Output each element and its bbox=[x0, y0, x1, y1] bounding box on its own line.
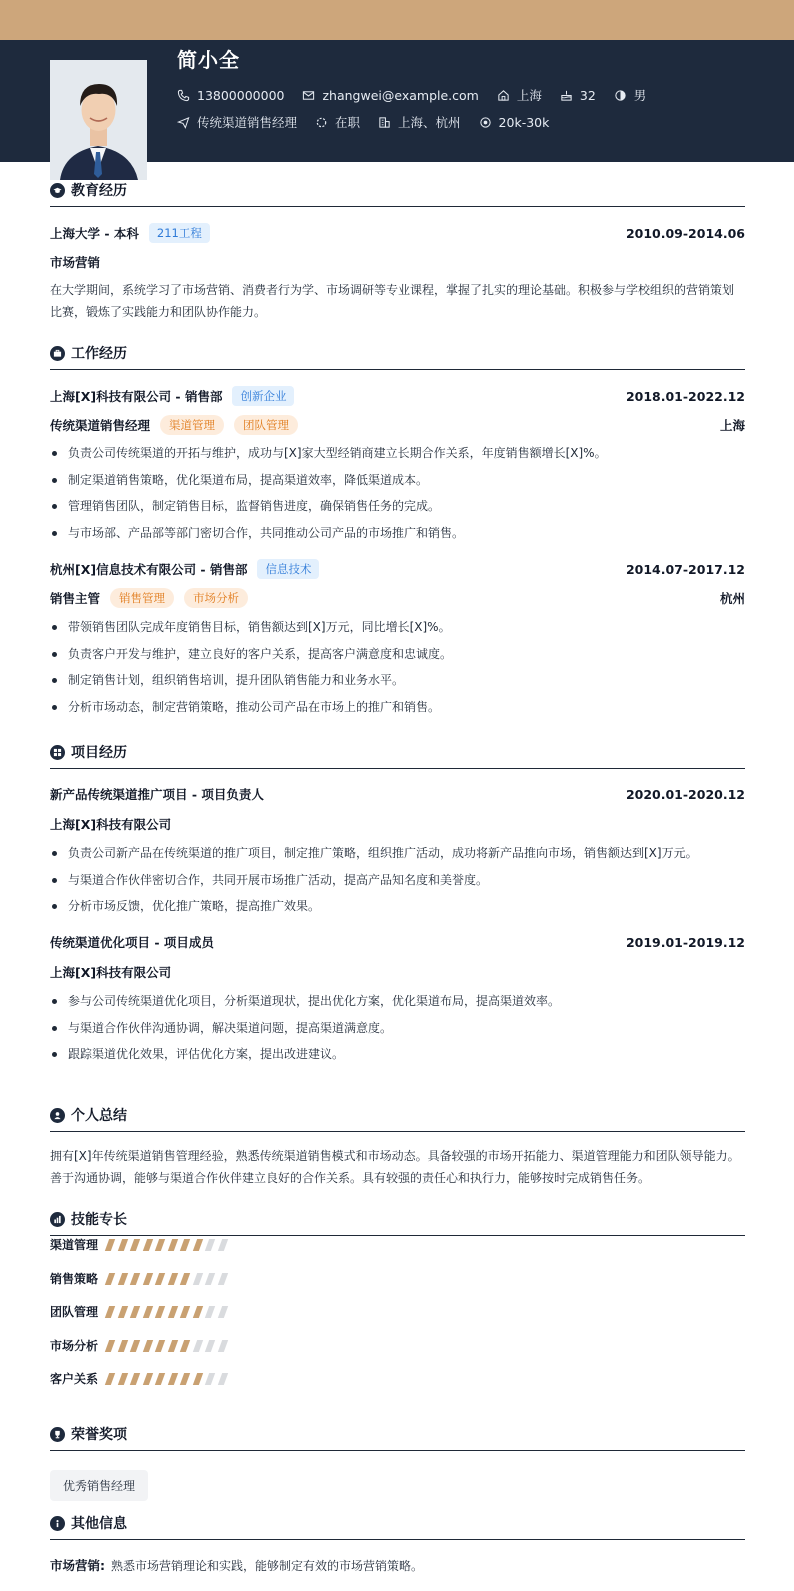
list-item: 制定销售计划，组织销售培训，提升团队销售能力和业务水平。 bbox=[50, 671, 745, 698]
list-item: 制定渠道销售策略，优化渠道布局，提高渠道效率，降低渠道成本。 bbox=[50, 471, 745, 498]
skill-level-segment bbox=[155, 1373, 165, 1385]
work-1-city: 上海 bbox=[719, 418, 745, 433]
other-info-label: 市场营销: bbox=[50, 1558, 105, 1573]
skill-level-segment bbox=[130, 1340, 140, 1352]
skill-row bbox=[50, 1303, 232, 1320]
skill-name: 渠道管理 bbox=[50, 1238, 99, 1252]
section-title-education: 教育经历 bbox=[71, 183, 127, 199]
work-2-bullets bbox=[50, 618, 745, 724]
skill-row bbox=[50, 1370, 232, 1387]
top-accent-bar bbox=[0, 0, 794, 40]
bar-chart-icon bbox=[50, 1212, 65, 1227]
skill-level-segment bbox=[130, 1306, 140, 1318]
skill-level-segment bbox=[180, 1306, 190, 1318]
skill-level-segment bbox=[155, 1340, 165, 1352]
skill-level-segment bbox=[117, 1340, 127, 1352]
project-1-company-line bbox=[50, 815, 745, 833]
skill-level-segment bbox=[192, 1373, 202, 1385]
skill-level-segment bbox=[117, 1306, 127, 1318]
education-major-line bbox=[50, 253, 745, 271]
send-icon bbox=[177, 116, 190, 129]
skill-level-segment bbox=[180, 1239, 190, 1251]
list-item: 管理销售团队，制定销售目标，监督销售进度，确保销售任务的完成。 bbox=[50, 497, 745, 524]
work-1-company: 上海[X]科技有限公司 - 销售部 bbox=[50, 389, 223, 404]
summary-text: 拥有[X]年传统渠道销售管理经验，熟悉传统渠道销售模式和市场动态。具备较强的市场开拓能力、渠道管理能力和团队领导能力。善于沟通协调，能够与渠道合作伙伴建立良好的合作关系。具有较强的责任心和执行力，能够按时完成销售任务。 bbox=[50, 1149, 740, 1185]
spinner-icon bbox=[315, 116, 328, 129]
target-city-item bbox=[378, 113, 461, 131]
home-icon bbox=[497, 89, 510, 102]
salary-item bbox=[479, 115, 550, 130]
skill-level-meter bbox=[107, 1239, 232, 1251]
section-title-summary: 个人总结 bbox=[71, 1108, 127, 1124]
target-city-text: 上海、杭州 bbox=[398, 115, 461, 130]
skill-name: 客户关系 bbox=[50, 1372, 99, 1386]
work-1-date: 2018.01-2022.12 bbox=[625, 388, 745, 404]
other-info-line bbox=[50, 1556, 745, 1574]
education-description: 在大学期间，系统学习了市场营销、消费者行为学、市场调研等专业课程，掌握了扎实的理论基础。积极参与学校组织的营销策划比赛，锻炼了实践能力和团队协作能力。 bbox=[50, 283, 735, 319]
skill-level-segment bbox=[167, 1373, 177, 1385]
list-item: 带领销售团队完成年度销售目标，销售额达到[X]万元，同比增长[X]%。 bbox=[50, 618, 745, 645]
gender-icon bbox=[614, 89, 627, 102]
skill-level-segment bbox=[155, 1239, 165, 1251]
skill-level-meter bbox=[107, 1340, 232, 1352]
work-2-title-line bbox=[50, 588, 745, 608]
skill-level-segment bbox=[217, 1373, 227, 1385]
project-2-company: 上海[X]科技有限公司 bbox=[50, 965, 172, 980]
skill-level-segment bbox=[205, 1373, 215, 1385]
section-other bbox=[50, 1513, 745, 1540]
other-info-text: 熟悉市场营销理论和实践，能够制定有效的市场营销策略。 bbox=[111, 1558, 424, 1573]
project-2-header bbox=[50, 933, 745, 951]
project-2-company-line bbox=[50, 963, 745, 981]
skill-level-segment bbox=[142, 1273, 152, 1285]
cake-icon bbox=[560, 89, 573, 102]
section-work bbox=[50, 343, 745, 370]
skill-level-segment bbox=[105, 1239, 115, 1251]
work-2-skill-tag: 市场分析 bbox=[184, 588, 248, 608]
work-1-tag: 创新企业 bbox=[232, 386, 294, 406]
skill-level-segment bbox=[180, 1273, 190, 1285]
work-1-skill-tag: 渠道管理 bbox=[160, 415, 224, 435]
skill-level-segment bbox=[205, 1340, 215, 1352]
email-text: zhangwei@example.com bbox=[322, 87, 479, 103]
section-title-other: 其他信息 bbox=[71, 1516, 127, 1532]
skill-level-segment bbox=[167, 1239, 177, 1251]
skill-level-segment bbox=[205, 1306, 215, 1318]
skill-level-segment bbox=[167, 1306, 177, 1318]
location-item bbox=[497, 86, 542, 104]
skill-level-segment bbox=[217, 1340, 227, 1352]
phone-text: 13800000000 bbox=[197, 87, 285, 103]
work-1-title: 传统渠道销售经理 bbox=[50, 418, 151, 433]
skill-level-segment bbox=[142, 1239, 152, 1251]
skill-row bbox=[50, 1236, 232, 1253]
phone-icon bbox=[177, 89, 190, 102]
skill-level-meter bbox=[107, 1273, 232, 1285]
skill-level-segment bbox=[155, 1273, 165, 1285]
skill-level-segment bbox=[205, 1273, 215, 1285]
skill-level-segment bbox=[167, 1340, 177, 1352]
skill-level-segment bbox=[105, 1306, 115, 1318]
skill-level-segment bbox=[105, 1273, 115, 1285]
contact-info-row bbox=[177, 86, 664, 104]
list-item: 跟踪渠道优化效果，评估优化方案，提出改进建议。 bbox=[50, 1045, 745, 1072]
salary-text: 20k-30k bbox=[498, 114, 550, 130]
location-text: 上海 bbox=[516, 88, 542, 103]
briefcase-icon bbox=[50, 346, 65, 361]
skill-name: 销售策略 bbox=[50, 1272, 99, 1286]
list-item: 与市场部、产品部等部门密切合作，共同推动公司产品的市场推广和销售。 bbox=[50, 524, 745, 551]
skill-level-segment bbox=[217, 1306, 227, 1318]
gender-item bbox=[614, 86, 647, 104]
skill-level-segment bbox=[130, 1273, 140, 1285]
status-text: 在职 bbox=[335, 115, 361, 130]
section-summary bbox=[50, 1105, 745, 1132]
skill-name: 团队管理 bbox=[50, 1305, 99, 1319]
target-position-item bbox=[177, 113, 297, 131]
trophy-icon bbox=[50, 1427, 65, 1442]
work-2-title: 销售主管 bbox=[50, 591, 101, 606]
skill-level-segment bbox=[117, 1373, 127, 1385]
list-item: 分析市场反馈，优化推广策略，提高推广效果。 bbox=[50, 897, 745, 924]
education-date: 2010.09-2014.06 bbox=[625, 225, 745, 241]
skill-level-segment bbox=[192, 1306, 202, 1318]
list-item: 与渠道合作伙伴密切合作，共同开展市场推广活动，提高产品知名度和美誉度。 bbox=[50, 871, 745, 898]
phone-item bbox=[177, 88, 284, 103]
project-2-name: 传统渠道优化项目 - 项目成员 bbox=[50, 935, 214, 950]
work-2-city: 杭州 bbox=[719, 591, 745, 606]
work-2-date: 2014.07-2017.12 bbox=[625, 561, 745, 577]
project-2-bullets bbox=[50, 992, 745, 1072]
skill-level-segment bbox=[105, 1340, 115, 1352]
section-awards bbox=[50, 1424, 745, 1451]
skill-level-segment bbox=[217, 1273, 227, 1285]
skill-row bbox=[50, 1337, 232, 1354]
skill-level-segment bbox=[192, 1273, 202, 1285]
project-1-bullets bbox=[50, 844, 745, 924]
skill-level-segment bbox=[167, 1273, 177, 1285]
skill-level-segment bbox=[117, 1239, 127, 1251]
status-item bbox=[315, 113, 360, 131]
project-1-header bbox=[50, 785, 745, 803]
project-1-date: 2020.01-2020.12 bbox=[625, 786, 745, 802]
info-icon bbox=[50, 1516, 65, 1531]
skill-level-meter bbox=[107, 1306, 232, 1318]
skill-level-segment bbox=[130, 1239, 140, 1251]
work-1-title-line bbox=[50, 415, 745, 435]
age-text: 32 bbox=[579, 87, 596, 103]
skill-name: 市场分析 bbox=[50, 1339, 99, 1353]
education-header-line bbox=[50, 223, 745, 243]
skill-level-segment bbox=[155, 1306, 165, 1318]
skill-level-segment bbox=[142, 1340, 152, 1352]
user-icon bbox=[50, 1108, 65, 1123]
section-title-work: 工作经历 bbox=[71, 346, 127, 362]
job-intent-row bbox=[177, 113, 567, 131]
work-1-skill-tag: 团队管理 bbox=[234, 415, 298, 435]
coin-icon bbox=[479, 116, 492, 129]
email-item bbox=[302, 88, 478, 103]
education-school: 上海大学 - 本科 bbox=[50, 226, 139, 241]
skill-level-segment bbox=[105, 1373, 115, 1385]
section-title-skills: 技能专长 bbox=[71, 1212, 127, 1228]
list-item: 与渠道合作伙伴沟通协调，解决渠道问题，提高渠道满意度。 bbox=[50, 1019, 745, 1046]
work-1-header bbox=[50, 386, 745, 406]
list-item: 负责客户开发与维护，建立良好的客户关系，提高客户满意度和忠诚度。 bbox=[50, 645, 745, 672]
section-skills bbox=[50, 1209, 745, 1236]
project-2-date: 2019.01-2019.12 bbox=[625, 934, 745, 950]
skill-row bbox=[50, 1270, 232, 1287]
skill-level-segment bbox=[130, 1373, 140, 1385]
candidate-name: 简小全 bbox=[177, 48, 240, 72]
skill-level-segment bbox=[205, 1239, 215, 1251]
list-item: 分析市场动态，制定营销策略，推动公司产品在市场上的推广和销售。 bbox=[50, 698, 745, 725]
age-item bbox=[560, 88, 596, 103]
education-major: 市场营销 bbox=[50, 255, 101, 270]
section-title-awards: 荣誉奖项 bbox=[71, 1427, 127, 1443]
project-1-company: 上海[X]科技有限公司 bbox=[50, 817, 172, 832]
section-education bbox=[50, 180, 745, 207]
award-badge: 优秀销售经理 bbox=[50, 1470, 148, 1501]
building-icon bbox=[378, 116, 391, 129]
skill-level-meter bbox=[107, 1373, 232, 1385]
skill-level-segment bbox=[217, 1239, 227, 1251]
skill-level-segment bbox=[142, 1373, 152, 1385]
skill-level-segment bbox=[192, 1239, 202, 1251]
target-position-text: 传统渠道销售经理 bbox=[197, 115, 298, 130]
list-item: 参与公司传统渠道优化项目，分析渠道现状，提出优化方案，优化渠道布局，提高渠道效率。 bbox=[50, 992, 745, 1019]
skill-level-segment bbox=[180, 1340, 190, 1352]
work-2-header bbox=[50, 559, 745, 579]
work-2-skill-tag: 销售管理 bbox=[110, 588, 174, 608]
graduation-cap-icon bbox=[50, 183, 65, 198]
skill-level-segment bbox=[142, 1306, 152, 1318]
skill-level-segment bbox=[117, 1273, 127, 1285]
mail-icon bbox=[302, 89, 315, 102]
work-1-bullets bbox=[50, 444, 745, 550]
project-1-name: 新产品传统渠道推广项目 - 项目负责人 bbox=[50, 787, 264, 802]
section-title-projects: 项目经历 bbox=[71, 745, 127, 761]
education-tag: 211工程 bbox=[149, 223, 210, 243]
list-item: 负责公司新产品在传统渠道的推广项目，制定推广策略，组织推广活动，成功将新产品推向市场，销售额达到[X]万元。 bbox=[50, 844, 745, 871]
avatar bbox=[50, 60, 147, 180]
section-projects bbox=[50, 742, 745, 769]
skill-level-segment bbox=[192, 1340, 202, 1352]
work-2-company: 杭州[X]信息技术有限公司 - 销售部 bbox=[50, 562, 248, 577]
work-2-tag: 信息技术 bbox=[257, 559, 319, 579]
grid-icon bbox=[50, 745, 65, 760]
skill-level-segment bbox=[180, 1373, 190, 1385]
gender-text: 男 bbox=[633, 88, 647, 103]
list-item: 负责公司传统渠道的开拓与维护，成功与[X]家大型经销商建立长期合作关系，年度销售额增长[X]%。 bbox=[50, 444, 745, 471]
